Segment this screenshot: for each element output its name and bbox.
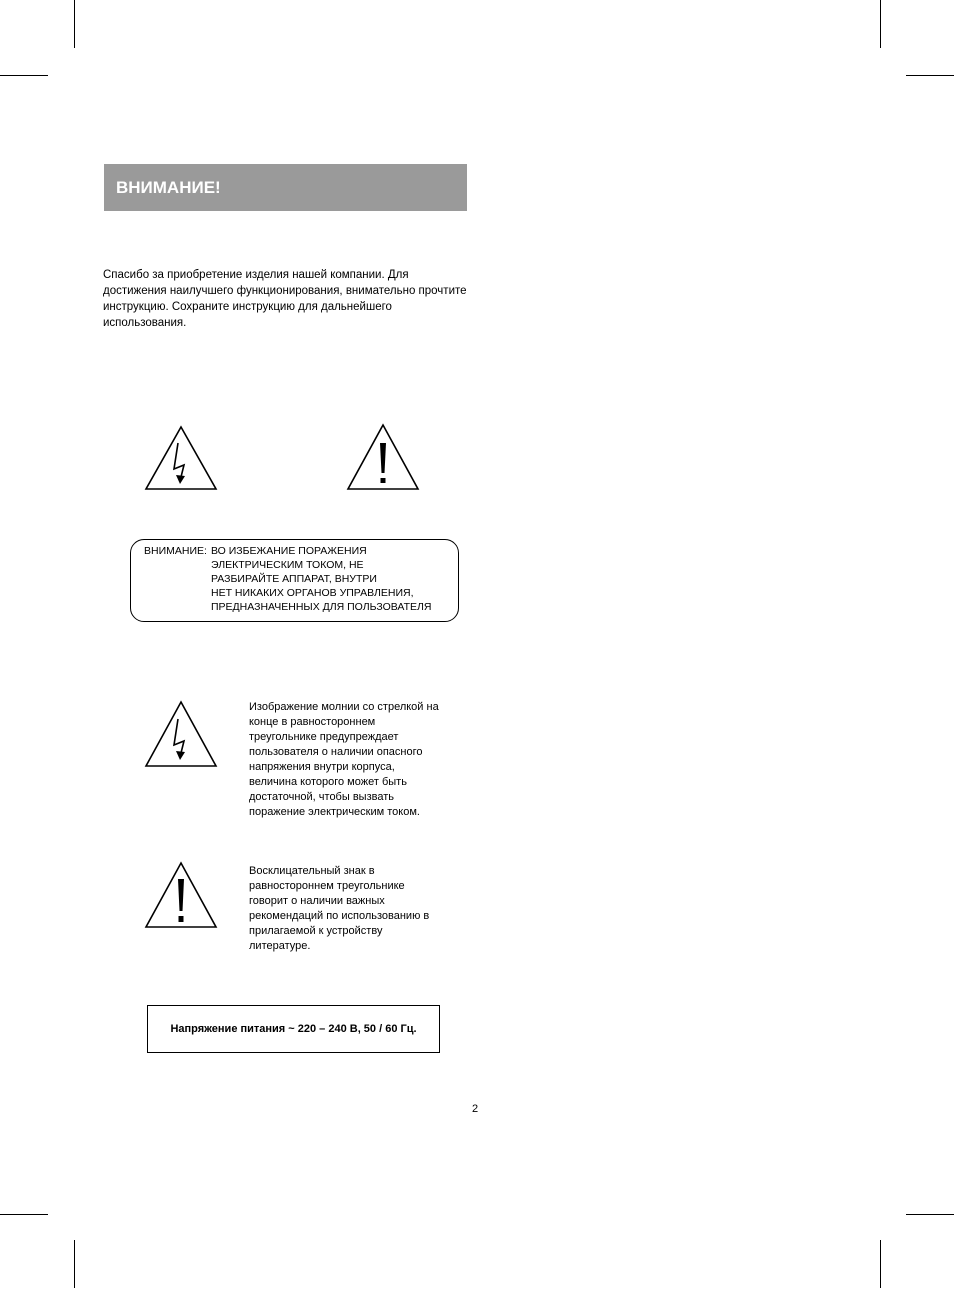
voltage-text: Напряжение питания ~ 220 – 240 В, 50 / 60 Гц. [170,1023,417,1035]
description-line: поражение электрическим током. [249,806,420,818]
description-line: литературе. [249,940,311,952]
warning-line: ВО ИЗБЕЖАНИЕ ПОРАЖЕНИЯ [211,545,367,557]
page-number: 2 [472,1103,479,1115]
crop-mark [74,0,75,48]
description-line: говорит о наличии важных [249,895,385,907]
crop-mark [906,75,954,76]
lightning-triangle-icon [144,425,218,491]
description-line: Восклицательный знак в [249,865,375,877]
description-line: Изображение молнии со стрелкой на [249,701,439,713]
warning-line: ПРЕДНАЗНАЧЕННЫХ ДЛЯ ПОЛЬЗОВАТЕЛЯ [211,601,432,613]
description-line: конце в равностороннем [249,716,376,728]
description-line: рекомендаций по использованию в [249,910,430,922]
exclamation-triangle-icon [346,423,420,491]
voltage-box [147,1005,440,1053]
warning-line: НЕТ НИКАКИХ ОРГАНОВ УПРАВЛЕНИЯ, [211,587,414,599]
description-line: напряжения внутри корпуса, [249,761,395,773]
warning-line: РАЗБИРАЙТЕ АППАРАТ, ВНУТРИ [211,573,377,585]
warning-banner [104,164,467,211]
description-line: величина которого может быть [249,776,407,788]
warning-line: ЭЛЕКТРИЧЕСКИМ ТОКОМ, НЕ [211,559,364,571]
exclamation-triangle-icon [144,861,218,929]
crop-mark [74,1240,75,1288]
description-line: прилагаемой к устройству [249,925,383,937]
warning-label: ВНИМАНИЕ: [144,545,207,557]
warning-text [211,544,456,614]
crop-mark [0,75,48,76]
lightning-description [249,700,469,820]
lightning-triangle-icon [144,700,218,768]
banner-title: ВНИМАНИЕ! [116,177,221,197]
description-line: достаточной, чтобы вызвать [249,791,394,803]
crop-mark [0,1214,48,1215]
crop-mark [906,1214,954,1215]
crop-mark [880,0,881,48]
crop-mark [880,1240,881,1288]
description-line: пользователя о наличии опасного [249,746,423,758]
shock-warning-box [130,539,459,622]
description-line: равностороннем треугольнике [249,880,405,892]
description-line: треугольнике предупреждает [249,731,399,743]
intro-paragraph: Спасибо за приобретение изделия нашей компании. Для достижения наилучшего функционирования, внимательно прочтите инструкцию. Сохраните инструкцию для дальнейшего использования. [103,269,467,329]
exclamation-description [249,864,469,954]
